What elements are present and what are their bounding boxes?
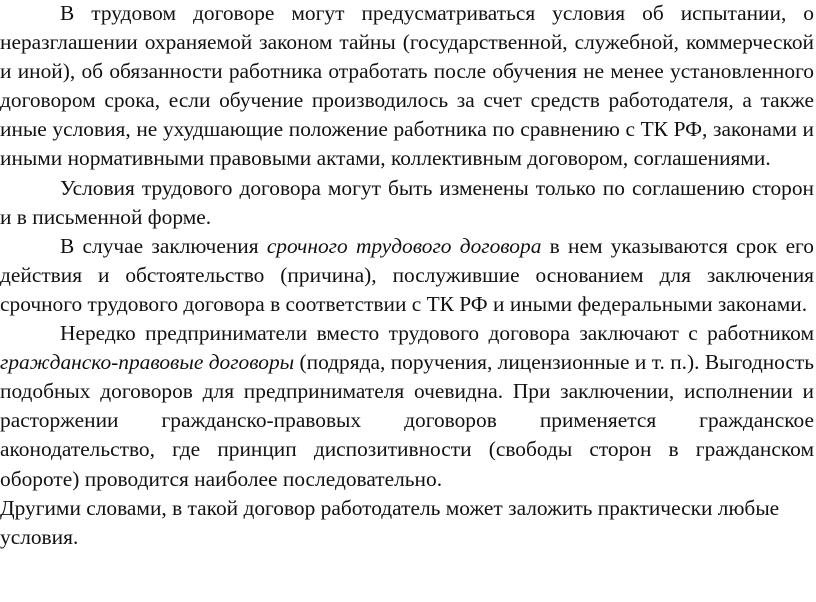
paragraph-contract-conditions: В трудовом договоре могут предусматриваться условия об испытании, о неразглашении охраняемой законом тайны (государственной, служебной, коммерческой и иной), об обязанности работника отработать после обучения не менее установленного договором срока, если обучение производилось за счет средств работодателя, а также иные условия, не ухудшающие положение работника по сравнению с ТК РФ, законами и иными нормативными правовыми актами, коллективным договором, соглашениями.: [0, 1, 814, 171]
emphasized-term: срочного трудового договора: [266, 233, 542, 258]
paragraph-conclusion: Другими словами, в такой договор работодатель может заложить практически любые условия.: [0, 495, 780, 549]
paragraph-text-before: В случае заключения: [60, 233, 267, 258]
paragraph-text-after: в нем указываются срок его действия и обстоятельство (причина), послужившие основанием для заключения срочного трудового договора в соответствии с ТК РФ и иными федеральными законами.: [0, 233, 814, 316]
paragraph-text-before: Нередко предприниматели вместо трудового договора заключают с работником: [60, 321, 814, 346]
paragraph-contract-changes: Условия трудового договора могут быть изменены только по соглашению сторон и в письменной форме.: [0, 175, 814, 229]
paragraph-civil-law-contracts: [0, 319, 814, 494]
paragraph-fixed-term-contract: [0, 232, 814, 319]
paragraph-text-after: (подряда, поручения, лицензионные и т. п.). Выгодность подобных договоров для предпринимателя очевидна. При заключении, исполнении и расторжении гражданско-правовых договоров применяется гражданское аконодательство, где принцип диспозитивности (свободы сторон в гражданском обороте) проводится наиболее последовательно.: [0, 350, 814, 491]
emphasized-term: гражданско-правовые договоры: [0, 350, 295, 375]
